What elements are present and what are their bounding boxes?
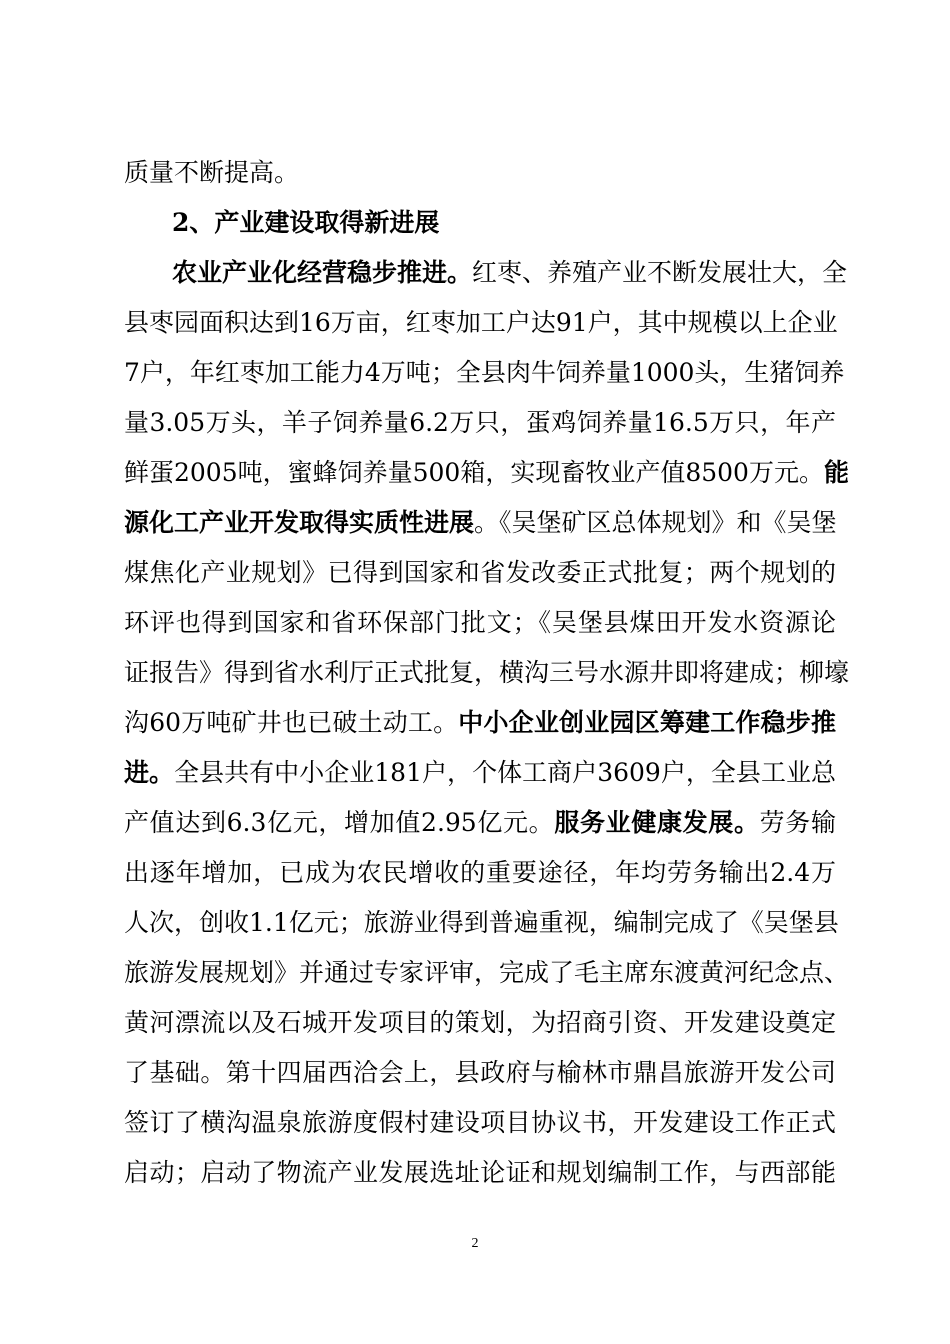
text-run: 人次，创收1.1亿元；旅游业得到普遍重视，编制完成了《吴堡县 bbox=[124, 908, 839, 937]
document-page bbox=[124, 148, 850, 1198]
text-line bbox=[124, 598, 836, 648]
text-line bbox=[124, 448, 849, 498]
text-line bbox=[124, 748, 836, 798]
text-line bbox=[124, 298, 836, 348]
text-run: 劳务输 bbox=[759, 808, 836, 837]
text-line bbox=[124, 248, 848, 298]
text-run: 产值达到6.3亿元，增加值2.95亿元。 bbox=[124, 808, 555, 837]
text-run: 煤焦化产业规划》已得到国家和省发改委正式批复；两个规划的 bbox=[124, 558, 836, 587]
text-line bbox=[124, 998, 836, 1048]
text-line bbox=[124, 798, 836, 848]
section-heading: 2、产业建设取得新进展 bbox=[172, 208, 440, 237]
body-paragraph bbox=[124, 248, 850, 1198]
text-line bbox=[124, 848, 836, 898]
text-run: 启动；启动了物流产业发展选址论证和规划编制工作，与西部能 bbox=[124, 1158, 836, 1187]
text-run: 签订了横沟温泉旅游度假村建设项目协议书，开发建设工作正式 bbox=[124, 1108, 836, 1137]
text-run: 环评也得到国家和省环保部门批文；《吴堡县煤田开发水资源论 bbox=[124, 608, 836, 637]
text-line bbox=[124, 898, 839, 948]
text-line bbox=[124, 648, 850, 698]
text-line bbox=[124, 948, 850, 998]
text-run: 旅游发展规划》并通过专家评审，完成了毛主席东渡黄河纪念点、 bbox=[124, 958, 850, 987]
text-run: 出逐年增加，已成为农民增收的重要途径，年均劳务输出2.4万 bbox=[124, 858, 836, 887]
text-run: 县枣园面积达到16万亩，红枣加工户达91户，其中规模以上企业 bbox=[124, 308, 838, 337]
bold-phrase: 农业产业化经营稳步推进。 bbox=[172, 258, 473, 287]
text-line bbox=[124, 1098, 836, 1148]
text-line bbox=[124, 398, 836, 448]
text-run: 量3.05万头，羊子饲养量6.2万只，蛋鸡饲养量16.5万只，年产 bbox=[124, 408, 836, 437]
text-line bbox=[124, 348, 845, 398]
text-run: 7户，年红枣加工能力4万吨；全县肉牛饲养量1000头，生猪饲养 bbox=[124, 358, 845, 387]
text-run: 全县共有中小企业181户，个体工商户3609户，全县工业总 bbox=[174, 758, 836, 787]
bold-phrase: 进。 bbox=[124, 758, 175, 787]
text-line bbox=[124, 548, 836, 598]
text-run: 鲜蛋2005吨，蜜蜂饲养量500箱，实现畜牧业产值8500万元。 bbox=[124, 458, 824, 487]
bold-phrase: 源化工产业开发取得实质性进展 bbox=[124, 508, 475, 537]
text-run: 沟60万吨矿井也已破土动工。 bbox=[124, 708, 459, 737]
text-line bbox=[124, 1048, 836, 1098]
text-run: 了基础。第十四届西洽会上，县政府与榆林市鼎昌旅游开发公司 bbox=[124, 1058, 836, 1087]
text-run: 黄河漂流以及石城开发项目的策划，为招商引资、开发建设奠定 bbox=[124, 1008, 836, 1037]
text-run: 证报告》得到省水利厅正式批复，横沟三号水源井即将建成；柳壕 bbox=[124, 658, 850, 687]
page-number: 2 bbox=[471, 1236, 479, 1251]
text-run: 红枣、养殖产业不断发展壮大，全 bbox=[472, 258, 848, 287]
bold-phrase: 能 bbox=[823, 458, 849, 487]
bold-phrase: 服务业健康发展。 bbox=[554, 808, 760, 837]
text-line bbox=[124, 1148, 836, 1198]
previous-paragraph-tail: 质量不断提高。 bbox=[124, 158, 300, 187]
text-run: 。《吴堡矿区总体规划》和《吴堡 bbox=[474, 508, 837, 537]
text-line bbox=[124, 498, 836, 548]
bold-phrase: 中小企业创业园区筹建工作稳步推 bbox=[458, 708, 836, 737]
text-line bbox=[124, 698, 836, 748]
